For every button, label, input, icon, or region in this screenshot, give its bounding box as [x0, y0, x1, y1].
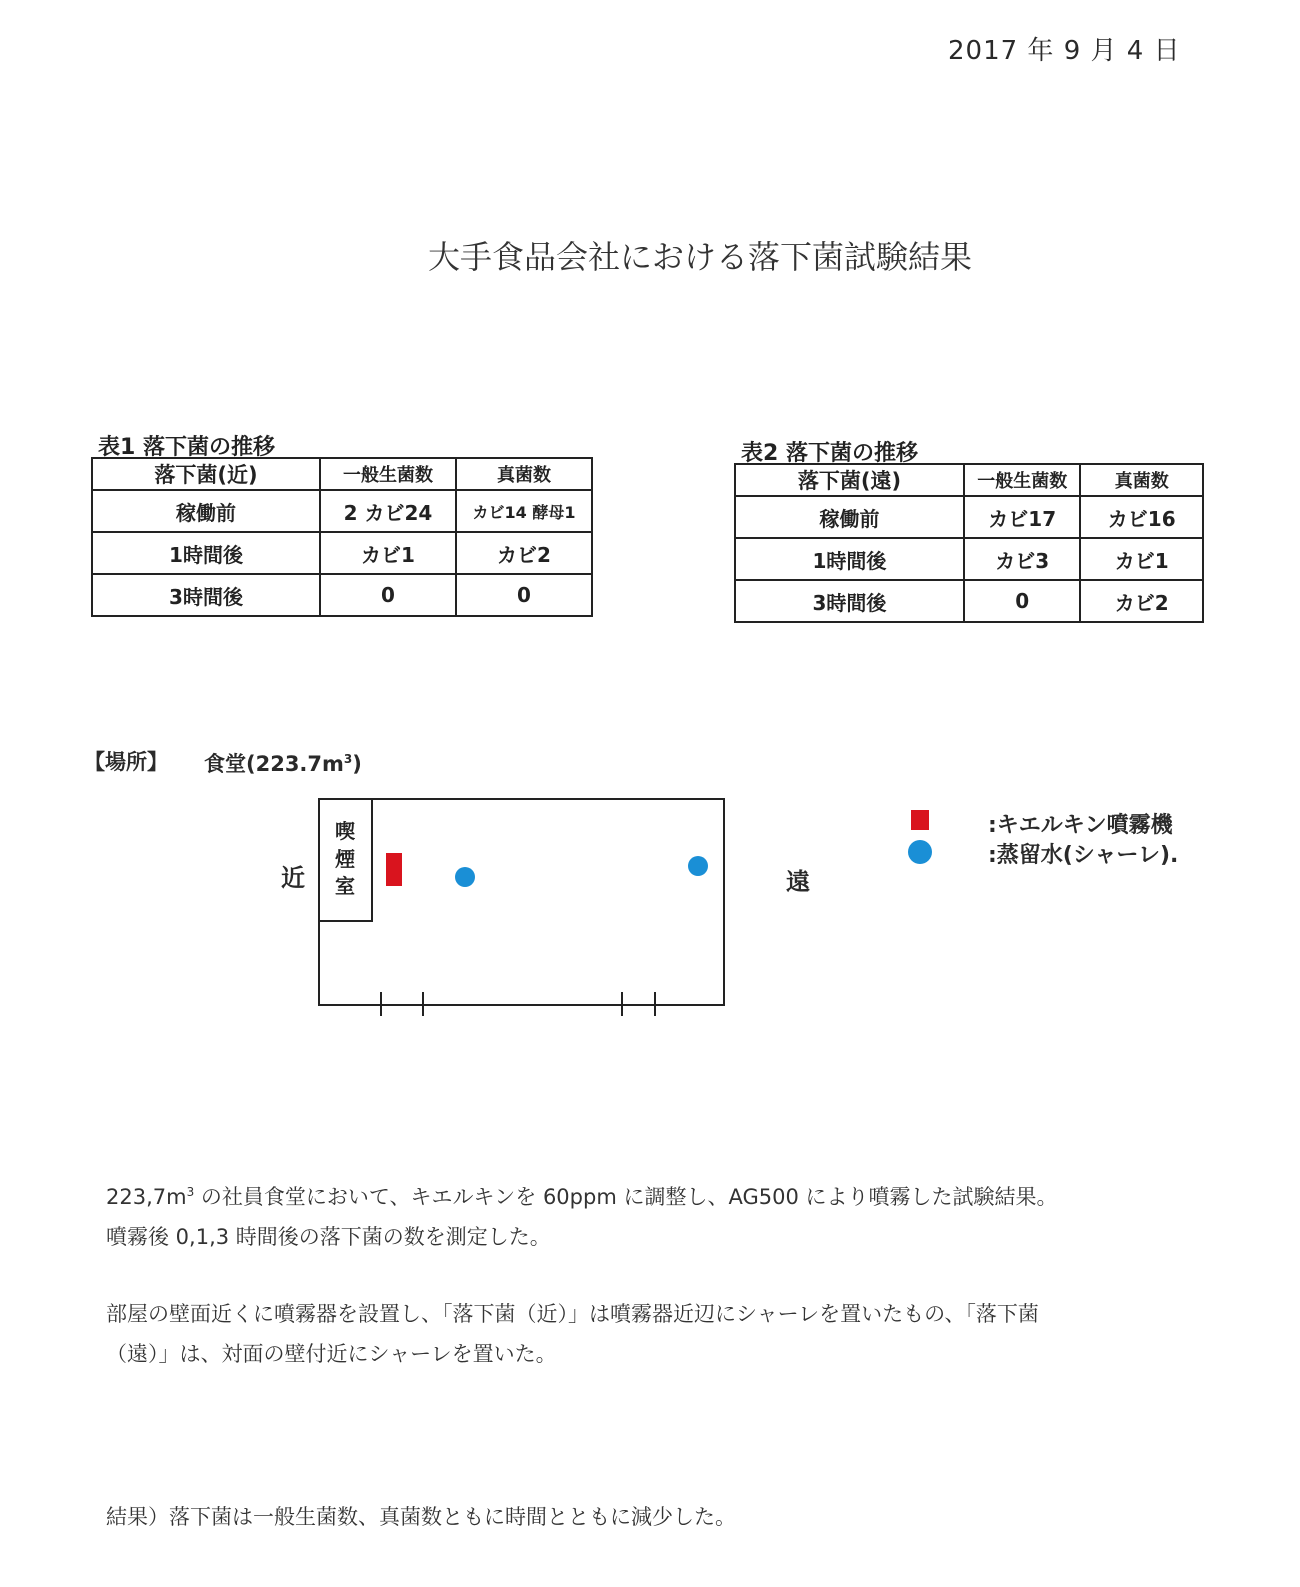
table1-caption: 表1 落下菌の推移 — [98, 435, 275, 460]
table-cell: カビ14 酵母1 — [456, 490, 592, 532]
table2-header-fungi: 真菌数 — [1080, 464, 1203, 496]
table1-corner-header: 落下菌(近) — [92, 458, 320, 490]
table-cell: カビ1 — [320, 532, 456, 574]
location-label: 【場所】 — [84, 750, 168, 774]
table-cell: カビ2 — [1080, 580, 1203, 622]
table2-corner-header: 落下菌(遠) — [735, 464, 964, 496]
table1-header-general: 一般生菌数 — [320, 458, 456, 490]
room-outline — [319, 799, 724, 1005]
legend-sprayer-icon — [911, 810, 929, 830]
smoking-room-char: 喫 — [335, 819, 355, 843]
table-cell: カビ16 — [1080, 496, 1203, 538]
table-cell: カビ3 — [964, 538, 1080, 580]
row-label: 稼働前 — [735, 496, 964, 538]
table-cell: 0 — [964, 580, 1080, 622]
room-name-close: ) — [352, 752, 362, 776]
table-cell: カビ2 — [456, 532, 592, 574]
description-paragraph-1 — [106, 1172, 1206, 1257]
table-cell: 0 — [320, 574, 456, 616]
row-label: 3時間後 — [92, 574, 320, 616]
table-cell: 0 — [456, 574, 592, 616]
smoking-room-char: 煙 — [335, 847, 355, 871]
row-label: 1時間後 — [735, 538, 964, 580]
dish-marker-far — [688, 856, 708, 876]
paragraph-line: 噴霧後 0,1,3 時間後の落下菌の数を測定した。 — [106, 1225, 551, 1249]
text-run: 223,7m — [106, 1185, 187, 1209]
paragraph-line: 部屋の壁面近くに噴霧器を設置し、「落下菌（近）」は噴霧器近辺にシャーレを置いたもの、「落下菌 — [106, 1302, 1039, 1326]
table2-caption: 表2 落下菌の推移 — [741, 441, 918, 466]
result-paragraph: 結果）落下菌は一般生菌数、真菌数ともに時間とともに減少した。 — [106, 1505, 736, 1529]
paragraph-line — [106, 1172, 1206, 1217]
legend-dish-icon — [908, 840, 932, 864]
room-name-text: 食堂(223.7m — [204, 752, 344, 776]
text-run: の社員食堂において、キエルキンを 60ppm に調整し、AG500 により噴霧した試験結果。 — [194, 1185, 1058, 1209]
document-date: 2017 年 9 月 4 日 — [948, 36, 1181, 66]
table1-header-fungi: 真菌数 — [456, 458, 592, 490]
table-cell: カビ1 — [1080, 538, 1203, 580]
sprayer-marker — [386, 853, 402, 886]
dish-marker-near — [455, 867, 475, 887]
text-sup: 3 — [186, 1185, 195, 1199]
legend-dish-label: :蒸留水(シャーレ). — [988, 843, 1179, 868]
legend-sprayer-label: :キエルキン噴霧機 — [988, 813, 1173, 838]
row-label: 3時間後 — [735, 580, 964, 622]
document-title: 大手食品会社における落下菌試験結果 — [427, 238, 972, 276]
description-paragraph-2 — [106, 1294, 1206, 1374]
row-label: 稼働前 — [92, 490, 320, 532]
far-label: 遠 — [786, 868, 810, 896]
paragraph-line: （遠）」は、対面の壁付近にシャーレを置いた。 — [106, 1342, 557, 1366]
room-name-sup: 3 — [343, 752, 353, 766]
near-label: 近 — [281, 864, 305, 892]
row-label: 1時間後 — [92, 532, 320, 574]
table2-header-general: 一般生菌数 — [964, 464, 1080, 496]
table-cell: 2 カビ24 — [320, 490, 456, 532]
table-cell: カビ17 — [964, 496, 1080, 538]
smoking-room-char: 室 — [335, 874, 355, 898]
